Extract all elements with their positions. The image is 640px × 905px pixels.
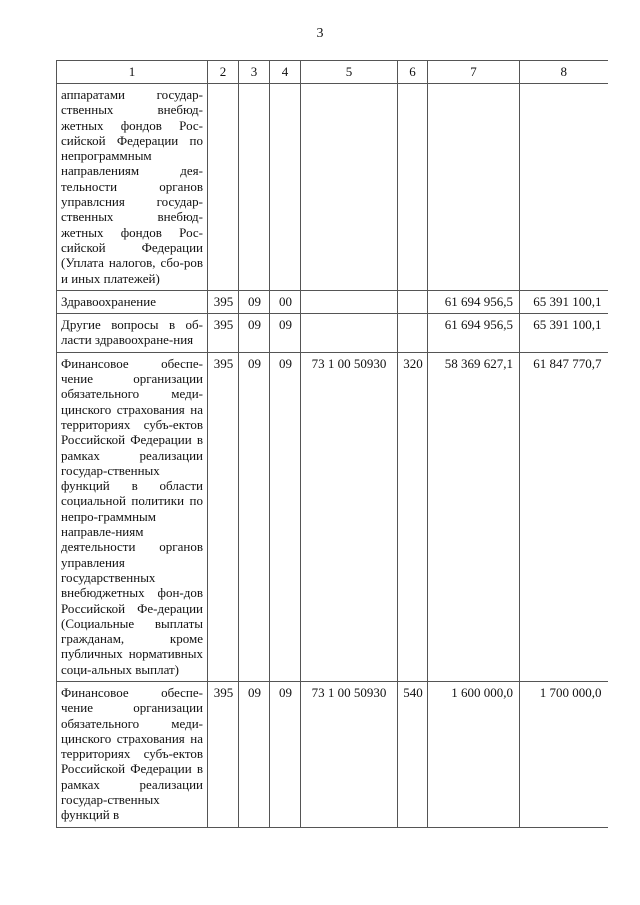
- row-cell-5: [301, 84, 398, 291]
- row-cell-4: 09: [270, 681, 301, 827]
- table-row: [57, 84, 608, 291]
- row-cell-2: 395: [208, 314, 239, 353]
- row-cell-2: 395: [208, 681, 239, 827]
- row-cell-6: 540: [398, 681, 428, 827]
- table-row: [57, 314, 608, 353]
- row-cell-3: [239, 84, 270, 291]
- row-cell-4: 00: [270, 290, 301, 313]
- row-cell-3: 09: [239, 290, 270, 313]
- row-name: аппаратами государ-ственных внебюд-жетных фондов Рос-сийской Федерации по непрограммным направлениям дея-тельности органов управлсния государ-ственных внебюд-жетных фондов Рос-сийской Федерации (Уплата налогов, сбо-ров и иных платежей): [57, 84, 208, 291]
- row-name: Здравоохранение: [57, 290, 208, 313]
- row-cell-8: [520, 84, 608, 291]
- header-cell: 2: [208, 61, 239, 84]
- header-cell: 4: [270, 61, 301, 84]
- row-cell-2: 395: [208, 290, 239, 313]
- row-cell-5: 73 1 00 50930: [301, 352, 398, 681]
- table-row: [57, 352, 608, 681]
- header-cell: 6: [398, 61, 428, 84]
- row-cell-7: [428, 84, 520, 291]
- row-name: Финансовое обеспе-чение организации обязательного меди-цинского страхования на территориях субъ-ектов Российской Федерации в рамках реализации государ-ственных функций в: [57, 681, 208, 827]
- row-cell-5: [301, 290, 398, 313]
- row-cell-3: 09: [239, 314, 270, 353]
- header-cell: 8: [520, 61, 608, 84]
- row-name: Другие вопросы в об-ласти здравоохране-ния: [57, 314, 208, 353]
- header-cell: 1: [57, 61, 208, 84]
- row-cell-5: [301, 314, 398, 353]
- row-cell-6: [398, 314, 428, 353]
- row-cell-6: 320: [398, 352, 428, 681]
- row-cell-4: 09: [270, 352, 301, 681]
- table-row: [57, 290, 608, 313]
- row-cell-2: [208, 84, 239, 291]
- row-cell-8: 1 700 000,0: [520, 681, 608, 827]
- row-cell-7: 1 600 000,0: [428, 681, 520, 827]
- row-name: Финансовое обеспе-чение организации обязательного меди-цинского страхования на территориях субъ-ектов Российской Федерации в рамках реализации государ-ственных функций в области социальной политики по непро-граммным направле-ниям деятельности органов управления государственных внебюджетных фон-дов Российской Фе-дерации (Социальные выплаты гражданам, кроме публичных нормативных соци-альных выплат): [57, 352, 208, 681]
- budget-table: [56, 60, 608, 828]
- row-cell-7: 61 694 956,5: [428, 314, 520, 353]
- row-cell-8: 65 391 100,1: [520, 314, 608, 353]
- row-cell-6: [398, 290, 428, 313]
- header-cell: 5: [301, 61, 398, 84]
- row-cell-4: [270, 84, 301, 291]
- header-cell: 3: [239, 61, 270, 84]
- row-cell-3: 09: [239, 352, 270, 681]
- row-cell-3: 09: [239, 681, 270, 827]
- row-cell-5: 73 1 00 50930: [301, 681, 398, 827]
- row-cell-6: [398, 84, 428, 291]
- row-cell-7: 61 694 956,5: [428, 290, 520, 313]
- header-cell: 7: [428, 61, 520, 84]
- row-cell-8: 65 391 100,1: [520, 290, 608, 313]
- row-cell-2: 395: [208, 352, 239, 681]
- table-header-row: [57, 61, 608, 84]
- row-cell-8: 61 847 770,7: [520, 352, 608, 681]
- page-number: 3: [316, 26, 324, 41]
- row-cell-7: 58 369 627,1: [428, 352, 520, 681]
- table-row: [57, 681, 608, 827]
- row-cell-4: 09: [270, 314, 301, 353]
